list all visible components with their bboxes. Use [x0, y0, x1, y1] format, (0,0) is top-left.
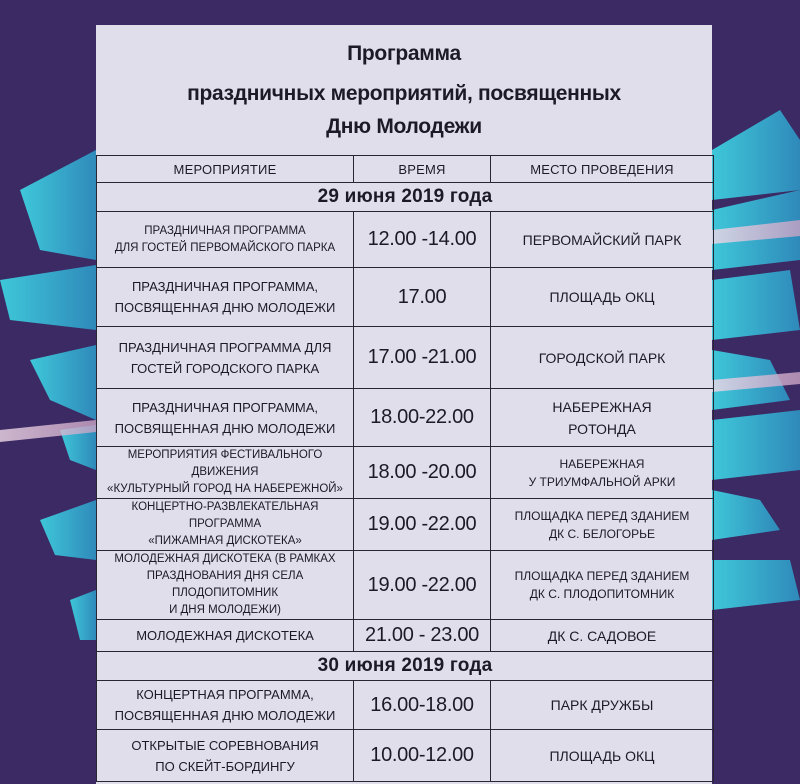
- event-line: ПРАЗДНИЧНАЯ ПРОГРАММА,: [131, 399, 319, 415]
- place-cell: [491, 268, 714, 327]
- place-cell: [491, 551, 714, 620]
- event-cell: [97, 212, 354, 268]
- time-cell: 16.00-18.00: [354, 681, 491, 730]
- table-row: [97, 447, 714, 499]
- event-line: ПРАЗДНИЧНАЯ ПРОГРАММА,: [131, 279, 319, 294]
- column-header-event: МЕРОПРИЯТИЕ: [97, 156, 354, 183]
- time-cell: 17.00: [354, 268, 491, 327]
- table-row: [97, 620, 714, 652]
- place-line: У ТРИУМФАЛЬНОЙ АРКИ: [528, 474, 676, 489]
- event-cell: [97, 730, 354, 782]
- place-line: ПЛОЩАДЬ ОКЦ: [549, 747, 655, 764]
- event-cell: [97, 447, 354, 499]
- event-line: ПО СКЕЙТ-БОРДИНГУ: [155, 758, 295, 774]
- event-line: «ПИЖАМНАЯ ДИСКОТЕКА»: [148, 535, 302, 547]
- time-cell: 21.00 - 23.00: [354, 620, 491, 652]
- place-cell: [491, 499, 714, 551]
- place-line: ДК С. ПЛОДОПИТОМНИК: [529, 587, 675, 601]
- event-line: ПРАЗДНИЧНАЯ ПРОГРАММА: [144, 224, 306, 237]
- event-line: ДЛЯ ГОСТЕЙ ПЕРВОМАЙСКОГО ПАРКА: [114, 241, 336, 254]
- date-row: [97, 652, 714, 681]
- date-label: 30 июня 2019 года: [97, 652, 714, 681]
- table-row: [97, 212, 714, 268]
- place-cell: [491, 389, 714, 447]
- date-row: [97, 183, 714, 212]
- time-cell: 18.00-22.00: [354, 389, 491, 447]
- place-line: ДК С. БЕЛОГОРЬЕ: [549, 526, 655, 541]
- event-line: ОТКРЫТЫЕ СОРЕВНОВАНИЯ: [131, 737, 319, 753]
- place-cell: [491, 620, 714, 652]
- table-row: [97, 327, 714, 389]
- place-line: ПЕРВОМАЙСКИЙ ПАРК: [522, 231, 682, 248]
- event-cell: [97, 327, 354, 389]
- place-line: НАБЕРЕЖНАЯ: [559, 456, 645, 471]
- event-cell: [97, 620, 354, 652]
- place-line: РОТОНДА: [568, 420, 636, 437]
- program-table: [96, 155, 714, 782]
- table-row: [97, 681, 714, 730]
- place-line: ПЛОЩАДКА ПЕРЕД ЗДАНИЕМ: [514, 508, 690, 523]
- event-line: КОНЦЕРТНО-РАЗВЛЕКАТЕЛЬНАЯ ПРОГРАММА: [131, 501, 319, 530]
- time-cell: 17.00 -21.00: [354, 327, 491, 389]
- table-row: [97, 389, 714, 447]
- table-row: [97, 551, 714, 620]
- date-label: 29 июня 2019 года: [97, 183, 714, 212]
- event-line: ПОСВЯЩЕННАЯ ДНЮ МОЛОДЕЖИ: [114, 708, 336, 723]
- place-line: НАБЕРЕЖНАЯ: [552, 398, 652, 415]
- column-header-time: ВРЕМЯ: [354, 156, 491, 183]
- time-cell: 18.00 -20.00: [354, 447, 491, 499]
- place-line: ПАРК ДРУЖБЫ: [550, 697, 654, 713]
- place-cell: [491, 212, 714, 268]
- event-line: «КУЛЬТУРНЫЙ ГОРОД НА НАБЕРЕЖНОЙ»: [107, 483, 343, 495]
- event-cell: [97, 389, 354, 447]
- event-line: ГОСТЕЙ ГОРОДСКОГО ПАРКА: [130, 360, 320, 376]
- event-line: МЕРОПРИЯТИЯ ФЕСТИВАЛЬНОГО ДВИЖЕНИЯ: [127, 449, 323, 478]
- event-line: ПРАЗДНИЧНАЯ ПРОГРАММА ДЛЯ: [118, 339, 332, 355]
- table-row: [97, 730, 714, 782]
- header-row: [97, 156, 714, 183]
- title-line-2: праздничных мероприятий, посвященных: [187, 82, 621, 105]
- place-cell: [491, 447, 714, 499]
- event-cell: [97, 499, 354, 551]
- place-line: ДК С. САДОВОЕ: [547, 627, 657, 644]
- title-line-3: Дню Молодежи: [326, 115, 482, 138]
- event-line: МОЛОДЕЖНАЯ ДИСКОТЕКА (В РАМКАХ: [114, 553, 336, 565]
- table-row: [97, 499, 714, 551]
- event-cell: [97, 551, 354, 620]
- place-line: ПЛОЩАДЬ ОКЦ: [549, 289, 655, 305]
- place-line: ПЛОЩАДКА ПЕРЕД ЗДАНИЕМ: [514, 569, 690, 583]
- time-cell: 19.00 -22.00: [354, 499, 491, 551]
- event-line: И ДНЯ МОЛОДЕЖИ): [169, 604, 281, 616]
- time-cell: 19.00 -22.00: [354, 551, 491, 620]
- table-row: [97, 268, 714, 327]
- event-line: ПОСВЯЩЕННАЯ ДНЮ МОЛОДЕЖИ: [114, 420, 336, 436]
- column-header-place: МЕСТО ПРОВЕДЕНИЯ: [491, 156, 714, 183]
- title-line-1: Программа: [347, 42, 461, 65]
- place-line: ГОРОДСКОЙ ПАРК: [538, 349, 666, 366]
- time-cell: 12.00 -14.00: [354, 212, 491, 268]
- event-cell: [97, 681, 354, 730]
- place-cell: [491, 730, 714, 782]
- event-line: ПРАЗДНОВАНИЯ ДНЯ СЕЛА ПЛОДОПИТОМНИК: [146, 570, 304, 599]
- event-line: КОНЦЕРТНАЯ ПРОГРАММА,: [136, 687, 314, 702]
- place-cell: [491, 681, 714, 730]
- time-cell: 10.00-12.00: [354, 730, 491, 782]
- event-cell: [97, 268, 354, 327]
- place-cell: [491, 327, 714, 389]
- event-line: ПОСВЯЩЕННАЯ ДНЮ МОЛОДЕЖИ: [114, 300, 336, 315]
- event-line: МОЛОДЕЖНАЯ ДИСКОТЕКА: [136, 628, 314, 643]
